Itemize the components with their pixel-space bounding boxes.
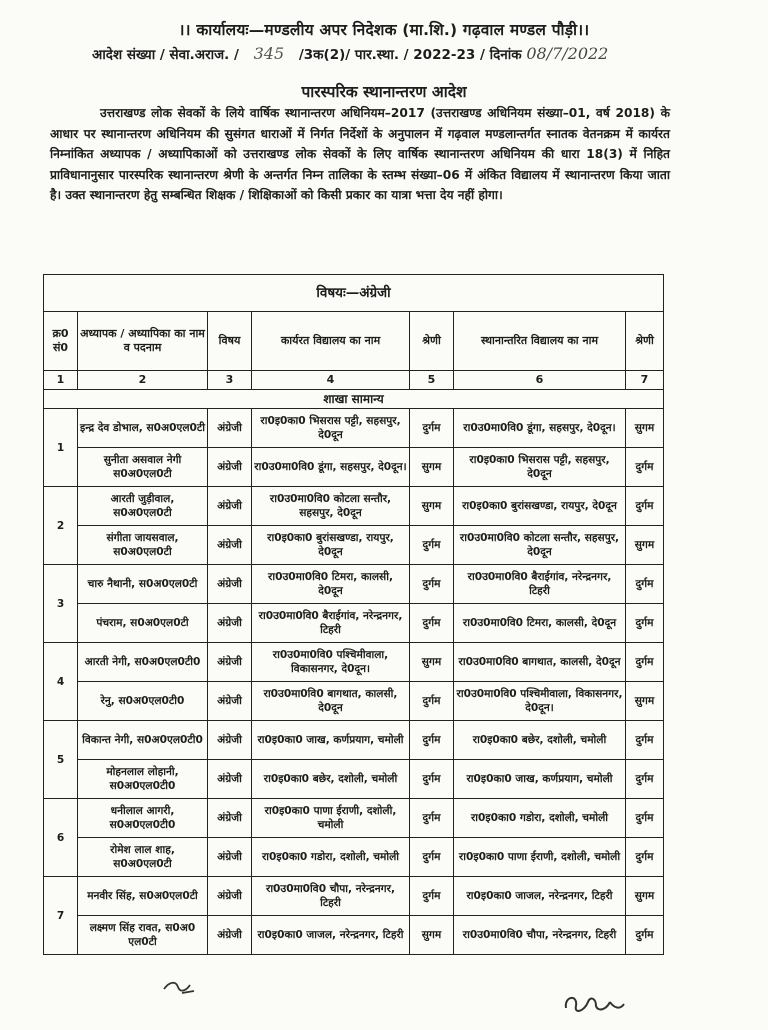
col-header-sn: क्र0 सं0 [44,312,78,371]
teacher-name: आरती नेगी, स0अ0एल0टी0 [78,643,208,682]
transfer-category: दुर्गम [626,916,664,955]
serial-number: 3 [44,565,78,643]
transfer-category: दुर्गम [626,838,664,877]
table-row [44,604,664,643]
branch-label: शाखा सामान्य [44,390,664,409]
serial-number: 1 [44,409,78,487]
teacher-name: मोहनलाल लोहानी, स0अ0एल0टी0 [78,760,208,799]
teacher-name: रेनु, स0अ0एल0टी0 [78,682,208,721]
subject-cell: अंग्रेजी [208,682,252,721]
transfer-category: दुर्गम [626,643,664,682]
transfer-category: दुर्गम [626,604,664,643]
col-number: 4 [252,371,410,390]
subject-title: विषयः—अंग्रेजी [44,275,664,312]
transfer-school: रा0उ0मा0वि0 चौपा, नरेन्द्रनगर, टिहरी [454,916,626,955]
serial-number: 2 [44,487,78,565]
order-suffix: /3क(2)/ पार.स्था. / 2022-23 / दिनांक [298,47,522,63]
handwritten-date: 08/7/2022 [526,44,609,63]
transfer-school: रा0इ0का0 भिसरास पट्टी, सहसपुर, दे0दून [454,448,626,487]
teacher-name: संगीता जायसवाल, स0अ0एल0टी [78,526,208,565]
transfer-category: सुगम [626,409,664,448]
current-category: सुगम [410,643,454,682]
col-number: 7 [626,371,664,390]
subject-cell: अंग्रेजी [208,838,252,877]
current-school: रा0इ0का0 बुरांसखण्डा, रायपुर, दे0दून [252,526,410,565]
table-row [44,799,664,838]
table-row [44,643,664,682]
serial-number: 6 [44,799,78,877]
table-row [44,448,664,487]
serial-number: 4 [44,643,78,721]
serial-number: 7 [44,877,78,955]
current-school: रा0उ0मा0वि0 पश्चिमीवाला, विकासनगर, दे0दून। [252,643,410,682]
subject-cell: अंग्रेजी [208,604,252,643]
teacher-name: धनीलाल आगरी, स0अ0एल0टी0 [78,799,208,838]
transfer-school: रा0इ0का0 पाणा ईराणी, दशोली, चमोली [454,838,626,877]
current-school: रा0इ0का0 गडोरा, दशोली, चमोली [252,838,410,877]
current-category: दुर्गम [410,721,454,760]
current-category: सुगम [410,916,454,955]
transfer-category: दुर्गम [626,448,664,487]
current-school: रा0इ0का0 भिसरास पट्टी, सहसपुर, दे0दून [252,409,410,448]
table-row [44,565,664,604]
current-school: रा0इ0का0 जाख, कर्णप्रयाग, चमोली [252,721,410,760]
table-row [44,487,664,526]
handwritten-order-number: 345 [253,44,285,63]
subject-cell: अंग्रेजी [208,877,252,916]
teacher-name: आरती जुड़ीवाल, स0अ0एल0टी [78,487,208,526]
col-number: 6 [454,371,626,390]
subject-cell: अंग्रेजी [208,487,252,526]
current-school: रा0उ0मा0वि0 बैराईगांव, नरेन्द्रनगर, टिहरी [252,604,410,643]
teacher-name: मनवीर सिंह, स0अ0एल0टी [78,877,208,916]
current-category: दुर्गम [410,604,454,643]
order-paragraph: उत्तराखण्ड लोक सेवकों के लिये वार्षिक स्थानान्तरण अधिनियम–2017 (उत्तराखण्ड अधिनियम संख्या–01, वर्ष 2018) के आधार पर स्थानान्तरण अधिनियम की सुसंगत धाराओं में निर्गत निर्देशों के अनुपालन में गढ़वाल मण्डलान्तर्गत स्नातक वेतनक्रम में कार्यरत निम्नांकित अध्यापक / अध्यापिकाओं को उत्तराखण्ड लोक सेवकों के लिए वार्षिक स्थानान्तरण अधिनियम की धारा 18(3) में निहित प्राविधानानुसार पारस्परिक स्थानान्तरण श्रेणी के अन्तर्गत निम्न तालिका के स्तम्भ संख्या–06 में अंकित विद्यालय में स्थानान्तरण किया जाता है। उक्त स्थानान्तरण हेतु सम्बन्धित शिक्षक / शिक्षिकाओं को किसी प्रकार का यात्रा भत्ता देय नहीं होगा। [50,106,670,202]
transfer-school: रा0उ0मा0वि0 डूंगा, सहसपुर, दे0दून। [454,409,626,448]
current-category: दुर्गम [410,799,454,838]
teacher-name: चारु नैथानी, स0अ0एल0टी [78,565,208,604]
teacher-name: विकान्त नेगी, स0अ0एल0टी0 [78,721,208,760]
current-category: दुर्गम [410,877,454,916]
transfer-school: रा0उ0मा0वि0 बागथात, कालसी, दे0दून [454,643,626,682]
transfer-category: दुर्गम [626,799,664,838]
teacher-name: सुनीता असवाल नेगी स0अ0एल0टी [78,448,208,487]
subject-cell: अंग्रेजी [208,760,252,799]
col-header-name: अध्यापक / अध्यापिका का नाम व पदनाम [78,312,208,371]
transfer-school: रा0इ0का0 बछेर, दशोली, चमोली [454,721,626,760]
subject-cell: अंग्रेजी [208,643,252,682]
transfer-category: दुर्गम [626,721,664,760]
current-school: रा0उ0मा0वि0 डूंगा, सहसपुर, दे0दून। [252,448,410,487]
transfer-school: रा0इ0का0 जाख, कर्णप्रयाग, चमोली [454,760,626,799]
transfer-school: रा0उ0मा0वि0 पश्चिमीवाला, विकासनगर, दे0दून। [454,682,626,721]
handwritten-initial-mark [160,975,200,999]
col-header-current-school: कार्यरत विद्यालय का नाम [252,312,410,371]
transfer-table-wrapper [43,274,663,955]
table-row [44,409,664,448]
col-header-current-category: श्रेणी [410,312,454,371]
current-school: रा0इ0का0 जाजल, नरेन्द्रनगर, टिहरी [252,916,410,955]
header-row [44,312,664,371]
subject-cell: अंग्रेजी [208,526,252,565]
col-header-subject: विषय [208,312,252,371]
teacher-name: रोमेश लाल शाह, स0अ0एल0टी [78,838,208,877]
table-row [44,760,664,799]
subject-cell: अंग्रेजी [208,916,252,955]
transfer-table [43,274,664,955]
transfer-category: सुगम [626,526,664,565]
order-number-line [92,44,608,63]
transfer-school: रा0उ0मा0वि0 कोटला सन्तौर, सहसपुर, दे0दून [454,526,626,565]
transfer-category: सुगम [626,877,664,916]
col-number: 2 [78,371,208,390]
current-category: दुर्गम [410,565,454,604]
order-title: पारस्परिक स्थानान्तरण आदेश [301,83,467,101]
transfer-school: रा0इ0का0 जाजल, नरेन्द्रनगर, टिहरी [454,877,626,916]
current-category: सुगम [410,487,454,526]
current-category: दुर्गम [410,760,454,799]
subject-cell: अंग्रेजी [208,409,252,448]
current-school: रा0इ0का0 पाणा ईराणी, दशोली, चमोली [252,799,410,838]
col-number: 3 [208,371,252,390]
serial-number: 5 [44,721,78,799]
teacher-name: इन्द्र देव डोभाल, स0अ0एल0टी [78,409,208,448]
current-school: रा0उ0मा0वि0 चौपा, नरेन्द्रनगर, टिहरी [252,877,410,916]
col-header-transfer-school: स्थानान्तरित विद्यालय का नाम [454,312,626,371]
current-category: दुर्गम [410,526,454,565]
col-number: 1 [44,371,78,390]
current-category: दुर्गम [410,682,454,721]
transfer-category: दुर्गम [626,565,664,604]
current-category: दुर्गम [410,409,454,448]
transfer-school: रा0इ0का0 गडोरा, दशोली, चमोली [454,799,626,838]
office-header: ।। कार्यालयः—मण्डलीय अपर निदेशक (मा.शि.) गढ़वाल मण्डल पौड़ी।। [178,21,590,39]
current-category: सुगम [410,448,454,487]
table-row [44,721,664,760]
transfer-category: सुगम [626,682,664,721]
column-number-row [44,371,664,390]
subject-cell: अंग्रेजी [208,721,252,760]
transfer-school: रा0उ0मा0वि0 टिमरा, कालसी, दे0दून [454,604,626,643]
table-row [44,877,664,916]
teacher-name: पंचराम, स0अ0एल0टी [78,604,208,643]
table-row [44,916,664,955]
current-school: रा0इ0का0 बछेर, दशोली, चमोली [252,760,410,799]
table-row [44,526,664,565]
table-row [44,838,664,877]
transfer-category: दुर्गम [626,487,664,526]
current-school: रा0उ0मा0वि0 टिमरा, कालसी, दे0दून [252,565,410,604]
transfer-school: रा0इ0का0 बुरांसखण्डा, रायपुर, दे0दून [454,487,626,526]
subject-cell: अंग्रेजी [208,799,252,838]
col-header-transfer-category: श्रेणी [626,312,664,371]
current-school: रा0उ0मा0वि0 कोटला सन्तौर, सहसपुर, दे0दून [252,487,410,526]
current-category: दुर्गम [410,838,454,877]
handwritten-signature [560,988,630,1018]
subject-cell: अंग्रेजी [208,448,252,487]
transfer-category: दुर्गम [626,760,664,799]
subject-cell: अंग्रेजी [208,565,252,604]
order-prefix: आदेश संख्या / सेवा.अराज. / [92,47,239,63]
current-school: रा0उ0मा0वि0 बागथात, कालसी, दे0दून [252,682,410,721]
transfer-school: रा0उ0मा0वि0 बैराईगांव, नरेन्द्रनगर, टिहरी [454,565,626,604]
col-number: 5 [410,371,454,390]
table-row [44,682,664,721]
teacher-name: लक्ष्मण सिंह रावत, स0अ0 एल0टी [78,916,208,955]
